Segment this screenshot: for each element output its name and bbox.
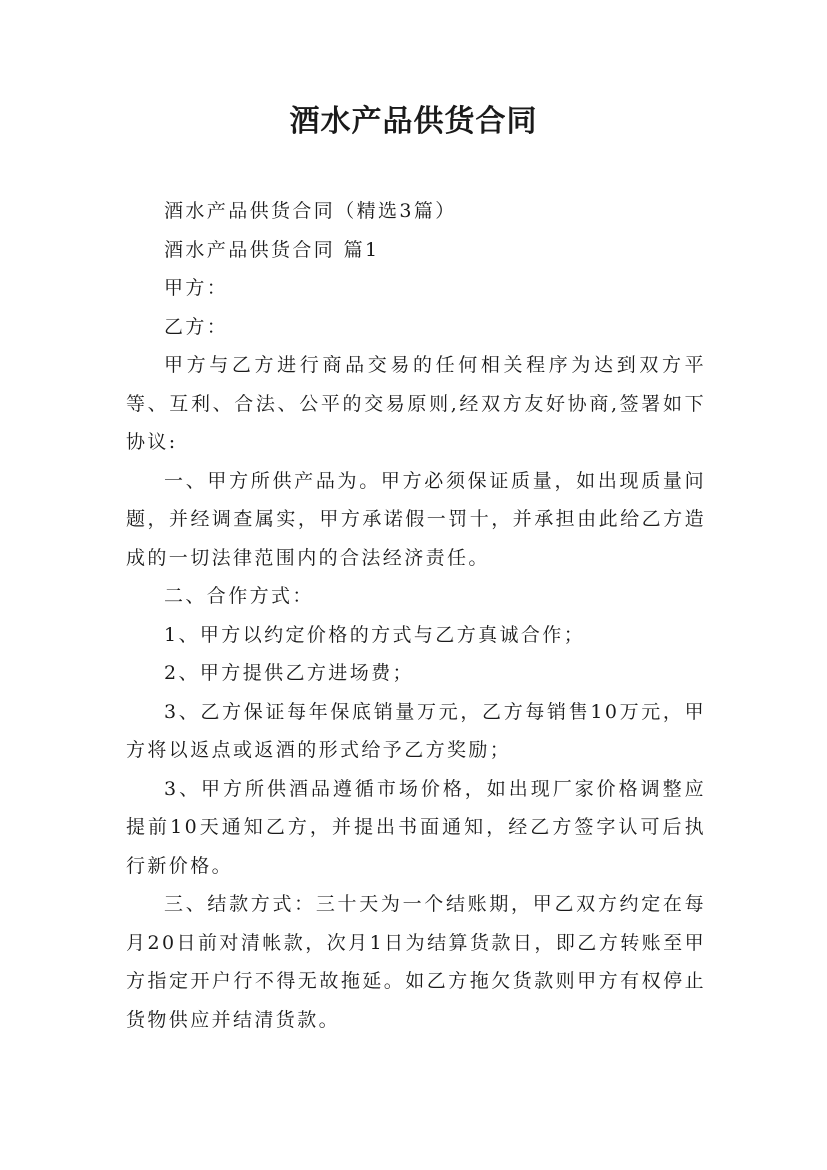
document-title: 酒水产品供货合同 xyxy=(289,104,538,139)
paragraph-party-a: 甲方： xyxy=(164,277,229,299)
paragraph-clause-2-item-3a: 3、乙方保证每年保底销量万元，乙方每销售10万元，甲方将以返点或返酒的形式给予乙方奖励； xyxy=(126,700,706,761)
paragraph-section-heading: 酒水产品供货合同 篇1 xyxy=(164,238,380,261)
paragraph-clause-2-item-1: 1、甲方以约定价格的方式与乙方真诚合作； xyxy=(164,623,586,646)
paragraph-subtitle: 酒水产品供货合同（精选3篇） xyxy=(164,200,457,222)
paragraph-clause-2-item-2: 2、甲方提供乙方进场费； xyxy=(164,662,414,684)
paragraph-clause-2-heading: 二、合作方式： xyxy=(164,585,314,607)
paragraph-clause-3: 三、结款方式：三十天为一个结账期，甲乙双方约定在每月20日前对清帐款，次月1日为结算货款日，即乙方转账至甲方指定开户行不得无故拖延。如乙方拖欠货款则甲方有权停止货物供应并结清货款。 xyxy=(126,893,706,1031)
paragraph-party-b: 乙方： xyxy=(164,315,229,338)
paragraph-preamble: 甲方与乙方进行商品交易的任何相关程序为达到双方平等、互利、合法、公平的交易原则,经双方友好协商,签署如下协议: xyxy=(126,354,706,453)
document-body xyxy=(126,192,706,1039)
paragraph-clause-2-item-3b: 3、甲方所供酒品遵循市场价格，如出现厂家价格调整应提前10天通知乙方，并提出书面通知，经乙方签字认可后执行新价格。 xyxy=(126,777,706,877)
paragraph-clause-1: 一、甲方所供产品为。甲方必须保证质量，如出现质量问题，并经调查属实，甲方承诺假一罚十，并承担由此给乙方造成的一切法律范围内的合法经济责任。 xyxy=(126,469,706,569)
